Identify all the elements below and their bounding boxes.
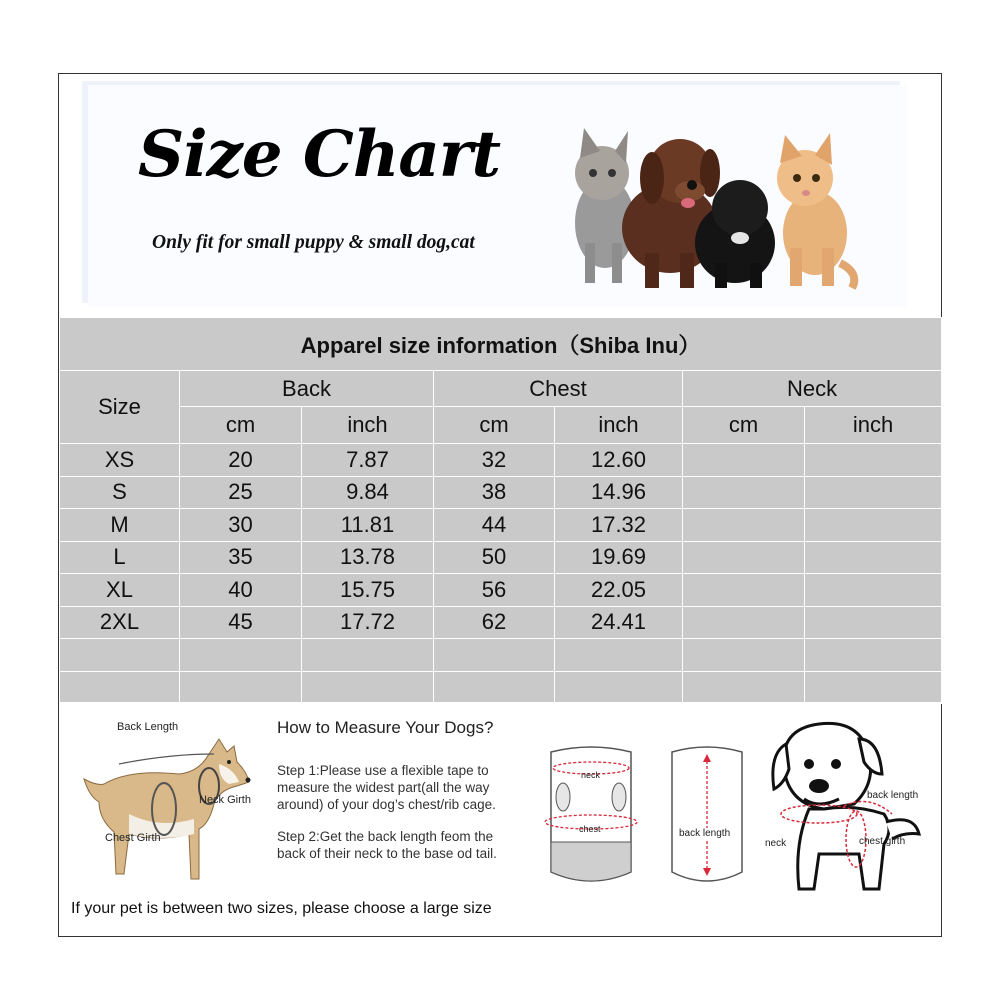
measure-guide: [59, 702, 941, 936]
back-inch-cell: 17.72: [302, 606, 434, 639]
back-cm-cell: 35: [180, 541, 302, 574]
chest-inch-cell: 17.32: [555, 509, 683, 542]
back-length-label: Back Length: [117, 721, 179, 733]
neck-cm-cell: [683, 476, 805, 509]
chest-inch-cell: 12.60: [555, 444, 683, 477]
empty-row: [60, 639, 942, 672]
chest-cm-cell: 56: [434, 574, 555, 607]
howto-title: How to Measure Your Dogs?: [277, 718, 494, 737]
garment-back-illustration: [657, 742, 757, 892]
size-cell: 2XL: [60, 606, 180, 639]
chest-inch-cell: 24.41: [555, 606, 683, 639]
table-row: [60, 476, 942, 509]
neck-inch-cell: [805, 541, 942, 574]
banner: [60, 75, 940, 316]
size-chart-frame: [58, 73, 942, 937]
garment-back-length-label: back length: [679, 828, 731, 839]
table-row: [60, 606, 942, 639]
chest-inch-cell: 14.96: [555, 476, 683, 509]
size-header: Size: [60, 371, 180, 444]
chest-inch-cell: 19.69: [555, 541, 683, 574]
back-cm-cell: 30: [180, 509, 302, 542]
table-row: [60, 541, 942, 574]
table-row: [60, 444, 942, 477]
table-row: [60, 509, 942, 542]
neck-inch-cell: [805, 509, 942, 542]
neck-cm-cell: [683, 509, 805, 542]
group-header-back: Back: [180, 371, 434, 407]
back-inch-cell: 9.84: [302, 476, 434, 509]
step-1-text: Step 1:Please use a flexible tape to measure the widest part(all the way around) of your dog’s chest/rib cage.: [277, 763, 496, 812]
sizing-note: If your pet is between two sizes, please choose a large size: [71, 900, 492, 917]
cartoon-dog-illustration: [764, 714, 934, 914]
size-cell: S: [60, 476, 180, 509]
unit-header: inch: [555, 407, 683, 444]
unit-header: cm: [683, 407, 805, 444]
neck-cm-cell: [683, 541, 805, 574]
chest-cm-cell: 50: [434, 541, 555, 574]
dog-measure-illustration: [69, 724, 259, 894]
chest-cm-cell: 62: [434, 606, 555, 639]
unit-header: cm: [180, 407, 302, 444]
cartoon-chest-girth-label: chest girth: [859, 836, 906, 847]
chest-cm-cell: 44: [434, 509, 555, 542]
back-cm-cell: 25: [180, 476, 302, 509]
back-inch-cell: 13.78: [302, 541, 434, 574]
neck-cm-cell: [683, 574, 805, 607]
back-cm-cell: 20: [180, 444, 302, 477]
subtitle: Only fit for small puppy & small dog,cat: [152, 232, 475, 253]
neck-inch-cell: [805, 606, 942, 639]
neck-inch-cell: [805, 574, 942, 607]
back-cm-cell: 45: [180, 606, 302, 639]
size-cell: XS: [60, 444, 180, 477]
chest-girth-label: Chest Girth: [105, 832, 161, 844]
back-inch-cell: 7.87: [302, 444, 434, 477]
size-cell: XL: [60, 574, 180, 607]
neck-inch-cell: [805, 476, 942, 509]
size-table: [59, 317, 942, 704]
chest-inch-cell: 22.05: [555, 574, 683, 607]
size-cell: L: [60, 541, 180, 574]
size-cell: M: [60, 509, 180, 542]
back-inch-cell: 15.75: [302, 574, 434, 607]
back-inch-cell: 11.81: [302, 509, 434, 542]
neck-inch-cell: [805, 444, 942, 477]
cartoon-neck-label: neck: [765, 838, 787, 849]
step-2-text: Step 2:Get the back length feom the back of their neck to the base od tail.: [277, 829, 497, 861]
neck-cm-cell: [683, 444, 805, 477]
garment-neck-label: neck: [581, 770, 601, 780]
garment-chest-label: chest: [579, 824, 601, 834]
unit-header: cm: [434, 407, 555, 444]
unit-header: inch: [302, 407, 434, 444]
group-header-chest: Chest: [434, 371, 683, 407]
garment-front-illustration: [541, 742, 641, 892]
chest-cm-cell: 38: [434, 476, 555, 509]
pets-illustration: [560, 123, 860, 293]
chest-cm-cell: 32: [434, 444, 555, 477]
table-row: [60, 574, 942, 607]
neck-cm-cell: [683, 606, 805, 639]
cartoon-back-length-label: back length: [867, 790, 919, 801]
empty-row: [60, 671, 942, 704]
unit-header: inch: [805, 407, 942, 444]
neck-girth-label: Neck Girth: [199, 794, 251, 806]
back-cm-cell: 40: [180, 574, 302, 607]
page-title: Size Chart: [138, 117, 501, 192]
table-caption: Apparel size information（Shiba Inu）: [60, 318, 942, 371]
group-header-neck: Neck: [683, 371, 942, 407]
